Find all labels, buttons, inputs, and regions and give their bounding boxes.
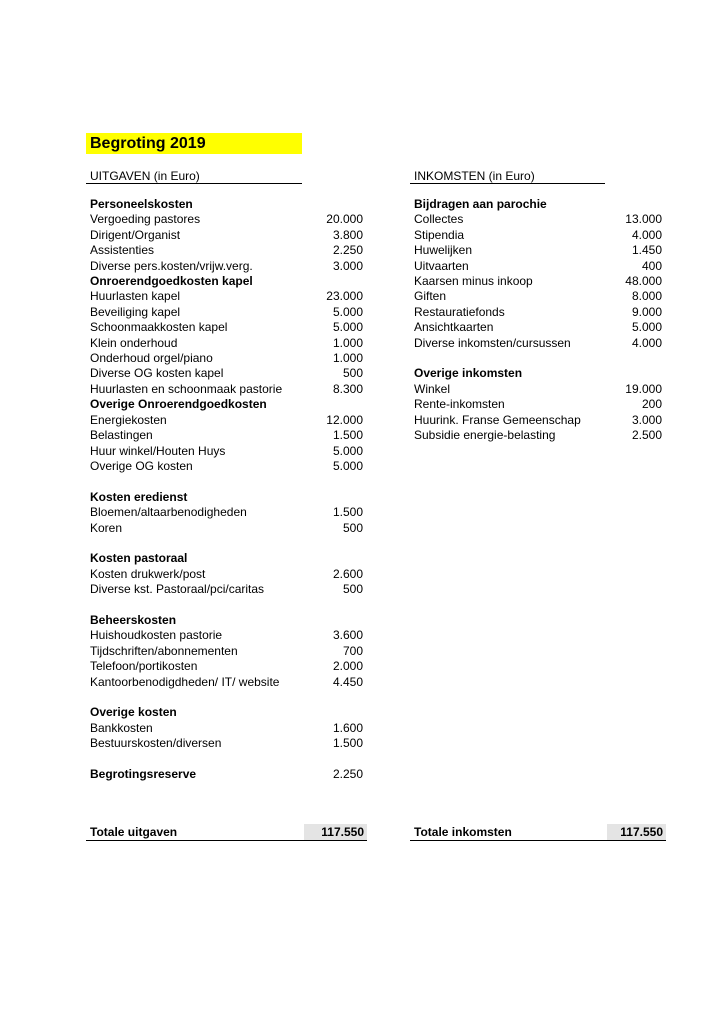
blank-row [86, 536, 366, 551]
table-row [410, 243, 665, 258]
row-value: 2.500 [631, 428, 662, 443]
row-label: Bijdragen aan parochie [414, 197, 547, 211]
row-value: 500 [342, 582, 363, 597]
section-row [410, 197, 665, 212]
section-row [86, 490, 366, 505]
table-row [86, 351, 366, 366]
row-value: 8.300 [332, 381, 363, 396]
table-row [86, 736, 366, 751]
row-value: 4.000 [631, 335, 662, 350]
table-row [86, 228, 366, 243]
row-label: Rente-inkomsten [414, 397, 505, 412]
row-value: 23.000 [326, 289, 363, 304]
totale-uitgaven-row [86, 824, 367, 841]
row-value: 12.000 [326, 412, 363, 427]
row-label: Schoonmaakkosten kapel [90, 320, 228, 335]
row-value: 2.250 [332, 243, 363, 258]
table-row [410, 397, 665, 412]
row-value: 1.000 [332, 335, 363, 350]
inkomsten-header: INKOMSTEN (in Euro) [410, 168, 605, 184]
row-value: 500 [342, 366, 363, 381]
row-label: Personeelskosten [90, 197, 193, 211]
table-row [410, 305, 665, 320]
row-value: 3.000 [631, 412, 662, 427]
table-row [86, 521, 366, 536]
table-row [86, 305, 366, 320]
table-row [410, 320, 665, 335]
table-row [86, 289, 366, 304]
section-row [86, 274, 366, 289]
table-row [86, 382, 366, 397]
row-label: Winkel [414, 381, 451, 396]
section-row [410, 366, 665, 381]
blank-row [86, 474, 366, 489]
row-label: Diverse inkomsten/cursussen [414, 335, 571, 350]
table-row [86, 336, 366, 351]
row-label: Overige OG kosten [90, 458, 193, 473]
row-label: Kosten pastoraal [90, 551, 188, 566]
table-row [410, 428, 665, 443]
row-value: 700 [342, 643, 363, 658]
table-row [86, 675, 366, 690]
row-label: Subsidie energie-belasting [414, 428, 556, 443]
table-row [410, 259, 665, 274]
blank-row [410, 351, 665, 366]
row-label: Collectes [414, 212, 464, 227]
table-row [86, 320, 366, 335]
row-value: 48.000 [625, 274, 662, 289]
row-label: Bestuurskosten/diversen [90, 736, 222, 751]
section-row [86, 551, 366, 566]
row-label: Begrotingsreserve [90, 767, 197, 782]
totale-uitgaven-label: Totale uitgaven [90, 825, 178, 839]
row-value: 3.600 [332, 628, 363, 643]
row-label: Huur winkel/Houten Huys [90, 443, 226, 458]
row-label: Huurink. Franse Gemeenschap [414, 412, 581, 427]
table-row [86, 428, 366, 443]
row-label: Overige kosten [90, 705, 177, 720]
table-row [410, 336, 665, 351]
row-label: Diverse kst. Pastoraal/pci/caritas [90, 582, 265, 597]
table-row [86, 212, 366, 227]
row-label: Huurlasten kapel [90, 289, 181, 304]
row-value: 20.000 [326, 212, 363, 227]
row-value: 5.000 [332, 304, 363, 319]
table-row [86, 659, 366, 674]
row-value: 2.250 [332, 767, 363, 782]
row-label: Onroerendgoedkosten kapel [90, 274, 253, 289]
row-value: 1.000 [332, 351, 363, 366]
row-label: Bankkosten [90, 720, 153, 735]
table-row [86, 644, 366, 659]
row-value: 2.600 [332, 566, 363, 581]
table-row [410, 413, 665, 428]
row-value: 5.000 [332, 320, 363, 335]
section-row [86, 197, 366, 212]
row-label: Vergoeding pastores [90, 212, 201, 227]
table-row [86, 366, 366, 381]
row-label: Huishoudkosten pastorie [90, 628, 223, 643]
table-row [410, 289, 665, 304]
row-label: Kantoorbenodigdheden/ IT/ website [90, 674, 280, 689]
blank-row [86, 598, 366, 613]
totale-inkomsten-value: 117.550 [607, 824, 666, 840]
table-row [86, 567, 366, 582]
table-row [86, 259, 366, 274]
row-label: Huwelijken [414, 243, 473, 258]
row-value: 1.500 [332, 428, 363, 443]
row-value: 3.800 [332, 227, 363, 242]
row-value: 1.600 [332, 720, 363, 735]
table-row [410, 274, 665, 289]
inkomsten-list [410, 197, 665, 444]
row-label: Diverse OG kosten kapel [90, 366, 224, 381]
totale-inkomsten-row [410, 824, 666, 841]
table-row [86, 444, 366, 459]
row-value: 3.000 [332, 258, 363, 273]
row-label: Overige inkomsten [414, 366, 523, 381]
table-row [86, 628, 366, 643]
row-label: Stipendia [414, 227, 465, 242]
row-value: 5.000 [332, 458, 363, 473]
totale-inkomsten-label: Totale inkomsten [414, 825, 512, 839]
row-value: 4.000 [631, 227, 662, 242]
row-label: Energiekosten [90, 412, 167, 427]
section-row [86, 397, 366, 412]
row-value: 1.500 [332, 736, 363, 751]
row-label: Kosten eredienst [90, 489, 188, 504]
row-label: Kaarsen minus inkoop [414, 274, 533, 289]
row-label: Overige Onroerendgoedkosten [90, 397, 267, 412]
row-label: Klein onderhoud [90, 335, 178, 350]
row-label: Ansichtkaarten [414, 320, 494, 335]
row-label: Telefoon/portikosten [90, 659, 198, 674]
row-value: 19.000 [625, 381, 662, 396]
row-value: 9.000 [631, 304, 662, 319]
section-row [86, 613, 366, 628]
uitgaven-list [86, 197, 366, 782]
row-label: Bloemen/altaarbenodigheden [90, 505, 247, 520]
section-row [86, 705, 366, 720]
table-row [410, 382, 665, 397]
blank-row [86, 690, 366, 705]
row-label: Beheerskosten [90, 612, 177, 627]
row-value: 1.500 [332, 505, 363, 520]
row-value: 13.000 [625, 212, 662, 227]
row-label: Kosten drukwerk/post [90, 566, 206, 581]
row-value: 4.450 [332, 674, 363, 689]
row-value: 5.000 [332, 443, 363, 458]
row-label: Giften [414, 289, 447, 304]
row-label: Dirigent/Organist [90, 227, 181, 242]
row-label: Tijdschriften/abonnementen [90, 643, 238, 658]
row-value: 500 [342, 520, 363, 535]
row-value: 200 [641, 397, 662, 412]
row-label: Restauratiefonds [414, 304, 505, 319]
row-value: 5.000 [631, 320, 662, 335]
table-row [86, 582, 366, 597]
blank-row [86, 752, 366, 767]
row-label: Belastingen [90, 428, 153, 443]
row-label: Assistenties [90, 243, 155, 258]
row-label: Diverse pers.kosten/vrijw.verg. [90, 258, 253, 273]
table-row [410, 228, 665, 243]
row-label: Koren [90, 520, 123, 535]
row-label: Huurlasten en schoonmaak pastorie [90, 381, 283, 396]
row-label: Onderhoud orgel/piano [90, 351, 213, 366]
row-value: 2.000 [332, 659, 363, 674]
table-row [86, 243, 366, 258]
table-row [86, 505, 366, 520]
row-label: Uitvaarten [414, 258, 469, 273]
row-value: 8.000 [631, 289, 662, 304]
row-value: 1.450 [631, 243, 662, 258]
uitgaven-header: UITGAVEN (in Euro) [86, 168, 302, 184]
row-value: 400 [641, 258, 662, 273]
totale-uitgaven-value: 117.550 [304, 824, 367, 840]
table-row [86, 413, 366, 428]
table-row [86, 721, 366, 736]
section-row [86, 767, 366, 782]
table-row [410, 212, 665, 227]
row-label: Beveiliging kapel [90, 304, 181, 319]
page-title: Begroting 2019 [86, 133, 302, 154]
table-row [86, 459, 366, 474]
